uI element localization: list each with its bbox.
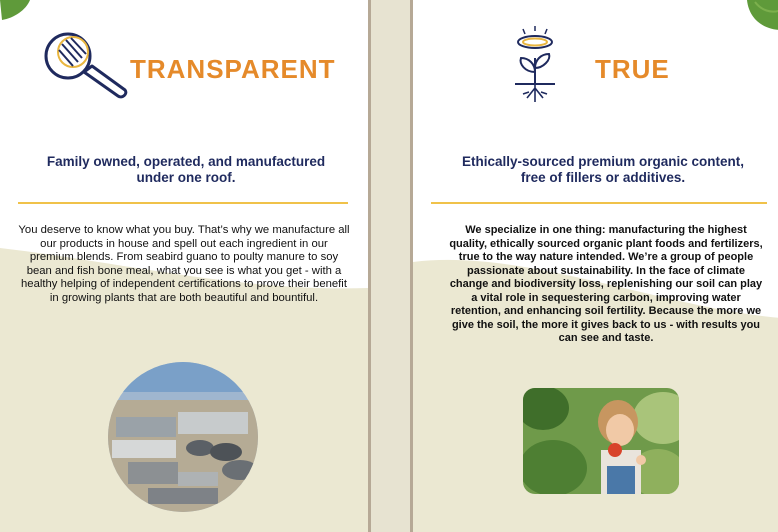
transparent-title: TRANSPARENT xyxy=(130,54,336,84)
leaf-decoration-icon xyxy=(741,0,778,34)
true-body: We specialize in one thing: manufacturing the highest quality, ethically sourced organic plant foods and fertilizers, true to the way nature intended. We’re a group of people passionate about sustainability. In the face of climate change and biodiversity loss, replenishing our soil can play a vital role in sequestering carbon, improving water retention, and enhancing soil fertility. Because the more we give the soil, the more it gives back to us - with results you can see and taste. xyxy=(449,224,763,344)
magnifying-glass-icon xyxy=(40,30,134,102)
factory-aerial-photo xyxy=(108,362,258,512)
transparent-body: You deserve to know what you buy. That’s why we manufacture all our products in house and spell out each ingredient in our premium blends. From seabird guano to poulty manure to soy bean and fish bone meal, what you see is what you get - with a healthy helping of independent certifications to prove their benefit in growing plants that are both beautiful and bountiful. xyxy=(18,224,350,304)
sprout-halo-icon xyxy=(511,24,559,106)
true-subtitle: Ethically-sourced premium organic content, free of fillers or additives. xyxy=(461,154,745,185)
true-panel xyxy=(410,0,778,532)
true-title: TRUE xyxy=(595,54,670,84)
leaf-decoration-icon xyxy=(0,0,32,22)
transparent-subtitle: Family owned, operated, and manufactured under one roof. xyxy=(46,154,326,185)
divider-rule xyxy=(18,202,348,204)
transparent-panel xyxy=(0,0,371,532)
child-eating-tomato-photo xyxy=(523,388,679,494)
divider-rule xyxy=(431,202,767,204)
